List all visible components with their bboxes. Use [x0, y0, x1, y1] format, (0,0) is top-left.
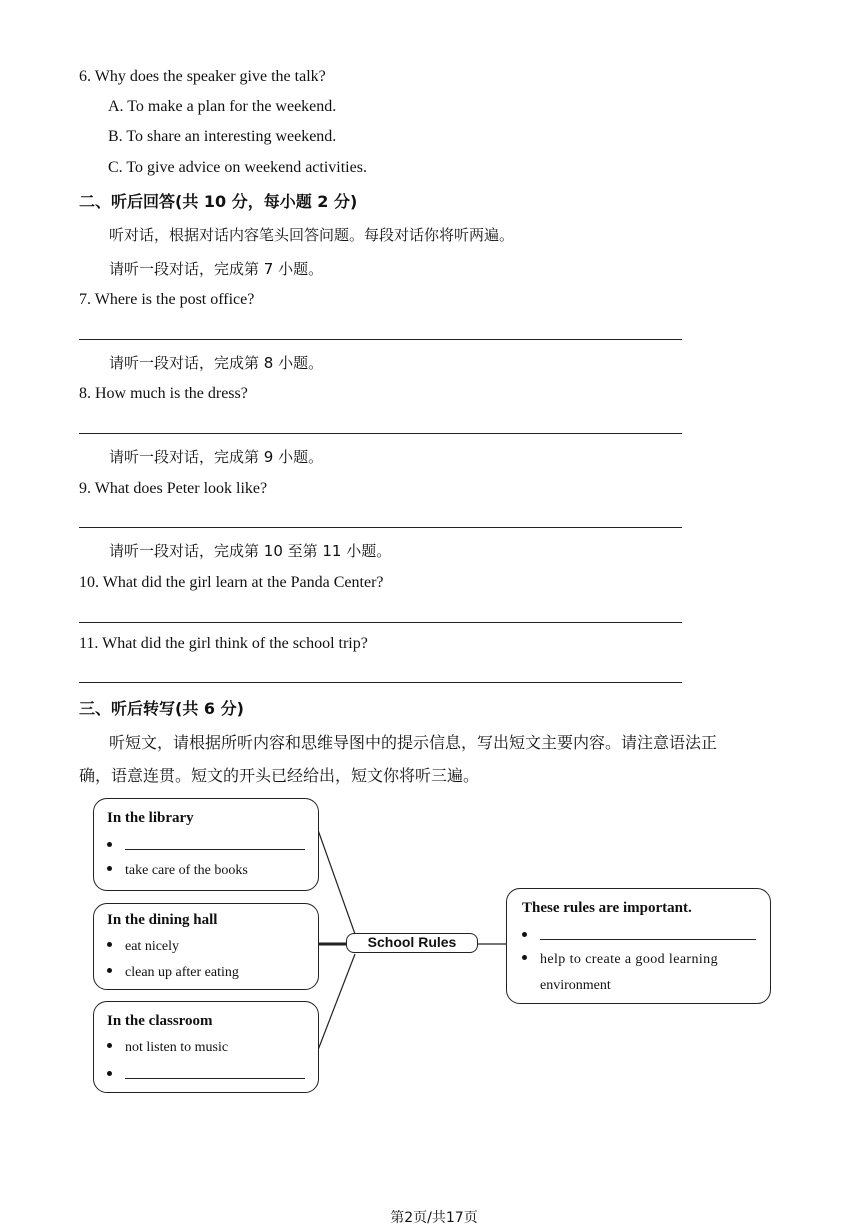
- important-item-2-cont: environment: [540, 978, 611, 993]
- section-3-instruction-line2: 确，语意连贯。短文的开头已经给出，短文你将听三遍。: [79, 766, 480, 785]
- option-a: A. To make a plan for the weekend.: [108, 98, 337, 115]
- question-9: 9. What does Peter look like?: [79, 480, 268, 497]
- hint-7: 请听一段对话，完成第 7 小题。: [109, 260, 324, 278]
- question-8: 8. How much is the dress?: [79, 385, 248, 402]
- bullet-icon: [107, 866, 112, 871]
- mindmap-box-dining-hall: [93, 903, 319, 990]
- question-6: 6. Why does the speaker give the talk?: [79, 68, 326, 85]
- option-b: B. To share an interesting weekend.: [108, 128, 337, 145]
- important-item-2: help to create a good learning: [522, 952, 718, 968]
- dining-item-1: eat nicely: [107, 939, 179, 955]
- bullet-icon: [107, 942, 112, 947]
- mindmap-box-classroom: [93, 1001, 319, 1093]
- section-3-instruction-line1: 听短文，请根据所听内容和思维导图中的提示信息，写出短文主要内容。请注意语法正: [109, 733, 718, 752]
- bullet-icon: [522, 932, 527, 937]
- library-title: In the library: [107, 810, 194, 826]
- bullet-icon: [522, 955, 527, 960]
- library-item-2: take care of the books: [107, 863, 248, 879]
- option-c: C. To give advice on weekend activities.: [108, 159, 367, 176]
- section-3-title: 三、听后转写(共 6 分): [79, 699, 244, 718]
- hint-9: 请听一段对话，完成第 9 小题。: [109, 448, 324, 466]
- dining-item-2: clean up after eating: [107, 965, 239, 981]
- mindmap-center-node: School Rules: [346, 933, 478, 953]
- page-footer: 第2页/共17页: [390, 1210, 478, 1226]
- important-item-blank[interactable]: [522, 927, 756, 945]
- bullet-icon: [107, 968, 112, 973]
- classroom-title: In the classroom: [107, 1013, 213, 1029]
- dining-title: In the dining hall: [107, 912, 218, 928]
- classroom-item-blank[interactable]: [107, 1066, 305, 1084]
- bullet-icon: [107, 1043, 112, 1048]
- classroom-item-1: not listen to music: [107, 1040, 228, 1056]
- mindmap-box-important: [506, 888, 771, 1004]
- bullet-icon: [107, 1071, 112, 1076]
- bullet-icon: [107, 842, 112, 847]
- question-7: 7. Where is the post office?: [79, 291, 255, 308]
- question-10: 10. What did the girl learn at the Panda Center?: [79, 574, 384, 591]
- library-item-blank[interactable]: [107, 837, 305, 855]
- mindmap-box-library: [93, 798, 319, 891]
- hint-10: 请听一段对话，完成第 10 至第 11 小题。: [109, 542, 392, 560]
- important-title: These rules are important.: [522, 900, 692, 916]
- question-11: 11. What did the girl think of the school trip?: [79, 635, 368, 652]
- section-2-instruction: 听对话，根据对话内容笔头回答问题。每段对话你将听两遍。: [109, 226, 515, 244]
- hint-8: 请听一段对话，完成第 8 小题。: [109, 354, 324, 372]
- section-2-title: 二、听后回答(共 10 分，每小题 2 分): [79, 192, 358, 211]
